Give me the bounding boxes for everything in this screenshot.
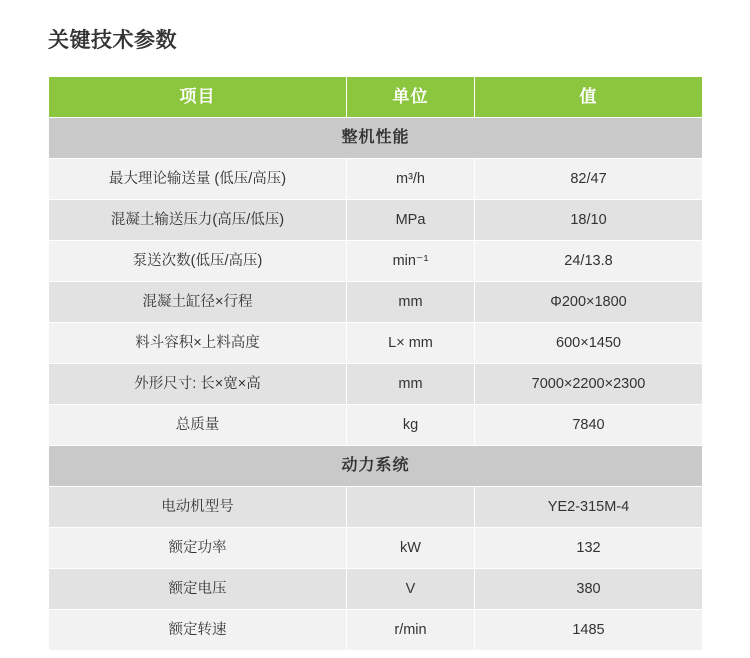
- cell-value: 132: [475, 528, 703, 569]
- table-row: [49, 405, 703, 446]
- cell-unit: MPa: [347, 200, 475, 241]
- table-row: [49, 159, 703, 200]
- table-row: [49, 569, 703, 610]
- cell-item: 总质量: [49, 405, 347, 446]
- cell-value: 82/47: [475, 159, 703, 200]
- table-row: [49, 364, 703, 405]
- column-header-value: 值: [475, 77, 703, 118]
- cell-item: 泵送次数(低压/高压): [49, 241, 347, 282]
- cell-value: 1485: [475, 610, 703, 651]
- spec-table-container: [0, 54, 750, 651]
- cell-value: 7000×2200×2300: [475, 364, 703, 405]
- cell-unit: [347, 487, 475, 528]
- cell-item: 混凝土输送压力(高压/低压): [49, 200, 347, 241]
- cell-value: 7840: [475, 405, 703, 446]
- column-header-item: 项目: [49, 77, 347, 118]
- cell-item: 电动机型号: [49, 487, 347, 528]
- column-header-unit: 单位: [347, 77, 475, 118]
- table-row: [49, 323, 703, 364]
- cell-unit: min⁻¹: [347, 241, 475, 282]
- cell-unit: mm: [347, 364, 475, 405]
- cell-value: 24/13.8: [475, 241, 703, 282]
- cell-item: 外形尺寸: 长×宽×高: [49, 364, 347, 405]
- cell-unit: mm: [347, 282, 475, 323]
- table-row: [49, 610, 703, 651]
- cell-item: 最大理论输送量 (低压/高压): [49, 159, 347, 200]
- table-header-row: [49, 77, 703, 118]
- cell-unit: kg: [347, 405, 475, 446]
- cell-item: 混凝土缸径×行程: [49, 282, 347, 323]
- cell-unit: r/min: [347, 610, 475, 651]
- cell-item: 料斗容积×上料高度: [49, 323, 347, 364]
- cell-value: 18/10: [475, 200, 703, 241]
- table-row: [49, 282, 703, 323]
- cell-unit: m³/h: [347, 159, 475, 200]
- cell-item: 额定电压: [49, 569, 347, 610]
- cell-item: 额定转速: [49, 610, 347, 651]
- table-row: [49, 487, 703, 528]
- cell-item: 额定功率: [49, 528, 347, 569]
- cell-value: YE2-315M-4: [475, 487, 703, 528]
- page-title: 关键技术参数: [48, 29, 177, 52]
- table-section-title: 整机性能: [49, 118, 703, 159]
- table-section-row: [49, 118, 703, 159]
- cell-unit: kW: [347, 528, 475, 569]
- cell-value: Φ200×1800: [475, 282, 703, 323]
- cell-unit: V: [347, 569, 475, 610]
- table-row: [49, 528, 703, 569]
- table-section-row: [49, 446, 703, 487]
- table-row: [49, 200, 703, 241]
- table-section-title: 动力系统: [49, 446, 703, 487]
- technical-parameters-table: [48, 76, 703, 651]
- table-body: [49, 118, 703, 651]
- cell-value: 380: [475, 569, 703, 610]
- table-header: [49, 77, 703, 118]
- cell-unit: L× mm: [347, 323, 475, 364]
- table-row: [49, 241, 703, 282]
- cell-value: 600×1450: [475, 323, 703, 364]
